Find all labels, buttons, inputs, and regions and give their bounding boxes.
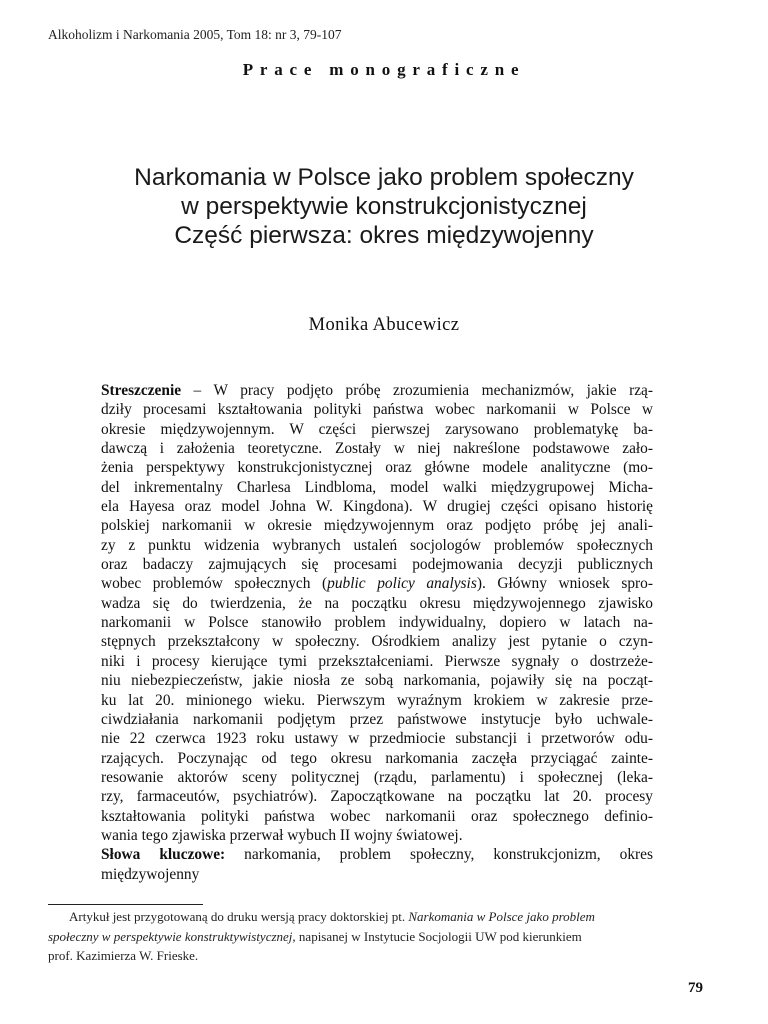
- text-line: międzywojenny: [101, 865, 200, 883]
- text-line: ciwdziałania narkomanii podjętym przez państwowe instytucje było uchwale-: [101, 710, 653, 728]
- text-line: oraz badaczy zajmujących się procesami podejmowania decyzji publicznych: [101, 556, 653, 574]
- text-line: stępnych przekształcony w społeczny. Ośrodkiem analizy jest pytanie o czyn-: [101, 633, 653, 651]
- text-line: del inkrementalny Charlesa Lindbloma, model walki międzygrupowej Micha-: [101, 478, 653, 496]
- section-heading: Prace monograficzne: [242, 60, 526, 79]
- text-line: niki i procesy kierujące tymi przekształceniami. Pierwsze sygnały o dostrzeże-: [101, 652, 653, 670]
- article-title: [0, 163, 768, 250]
- bold-label: Słowa kluczowe:: [101, 846, 226, 864]
- text-line: wania tego zjawiska przerwał wybuch II wojny światowej.: [101, 826, 463, 844]
- footnote-divider: [48, 904, 203, 905]
- title-line: w perspektywie konstrukcjonistycznej: [181, 193, 587, 220]
- text-line: dawczą i założenia teoretyczne. Zostały w niej nakreślone podstawowe zało-: [101, 440, 653, 458]
- abstract: [101, 381, 653, 884]
- text-line: zy z punktu widzenia wybranych ustaleń socjologów problemów społecznych: [101, 536, 653, 554]
- title-line: Część pierwsza: okres międzywojenny: [174, 222, 594, 249]
- title-line: Narkomania w Polsce jako problem społeczny: [134, 164, 634, 191]
- text-line: rzających. Poczynając od tego okresu narkomania zaczęła przyciągać zainte-: [101, 749, 653, 767]
- text-line: ela Hayesa oraz model Johna W. Kingdona). W drugiej części opisano historię: [101, 498, 653, 516]
- text-line: wobec problemów społecznych (public policy analysis). Główny wniosek spro-: [101, 575, 653, 593]
- text-line: żenia perspektywy konstrukcjonistycznej oraz główne modele analityczne (mo-: [101, 459, 653, 477]
- text-line: resowanie aktorów sceny politycznej (rządu, parlamentu) i społecznej (leka-: [101, 768, 653, 786]
- text-line: niu niebezpieczeństw, jakie niosła ze sobą narkomania, pojawiły się na począt-: [101, 672, 653, 690]
- text-line: Streszczenie – W pracy podjęto próbę zrozumienia mechanizmów, jakie rzą-: [101, 382, 653, 399]
- page-number: 79: [688, 980, 703, 996]
- text-line: narkomanii w Polsce stanowiło problem indywidualny, dopiero w latach na-: [101, 614, 653, 632]
- text-line: polskiej narkomanii w okresie międzywojennym oraz podjęto próbę jej anali-: [101, 517, 653, 535]
- italic-text: społeczny w perspektywie konstruktywistycznej,: [48, 928, 296, 944]
- italic-text: Narkomania w Polsce jako problem: [408, 909, 595, 924]
- text-line: dziły procesami kształtowania polityki państwa wobec narkomanii w Polsce w: [101, 401, 653, 419]
- text-line: prof. Kazimierza W. Frieske.: [48, 948, 199, 963]
- text-line: Słowa kluczowe: narkomania, problem społeczny, konstrukcjonizm, okres: [101, 846, 653, 864]
- footnote: [48, 907, 703, 966]
- text-line: kształtowania polityki państwa wobec narkomanii oraz społecznego definio-: [101, 807, 653, 825]
- author-name: Monika Abucewicz: [308, 315, 460, 335]
- text-line: Artykuł jest przygotowaną do druku wersją pracy doktorskiej pt. Narkomania w Polsce jako problem: [69, 909, 595, 924]
- italic-text: public policy analysis: [327, 575, 477, 593]
- text-line: rzy, farmaceutów, psychiatrów). Zapoczątkowane na początku lat 20. procesy: [101, 788, 653, 806]
- bold-label: Streszczenie: [101, 382, 182, 399]
- text-line: nie 22 czerwca 1923 roku ustawy w przedmiocie substancji i przetworów odu-: [101, 730, 653, 748]
- text-line: ku lat 20. minionego wieku. Pierwszym wyraźnym krokiem w zakresie prze-: [101, 691, 653, 709]
- journal-citation: Alkoholizm i Narkomania 2005, Tom 18: nr 3, 79-107: [48, 27, 342, 42]
- text-line: społeczny w perspektywie konstruktywistycznej, napisanej w Instytucie Socjologii UW pod kierunkiem: [48, 928, 582, 944]
- text-line: okresie międzywojennym. W części pierwszej zarysowano problematykę ba-: [101, 420, 653, 438]
- text-line: wadza się do twierdzenia, że na początku okresu międzywojennego zjawisko: [101, 594, 653, 612]
